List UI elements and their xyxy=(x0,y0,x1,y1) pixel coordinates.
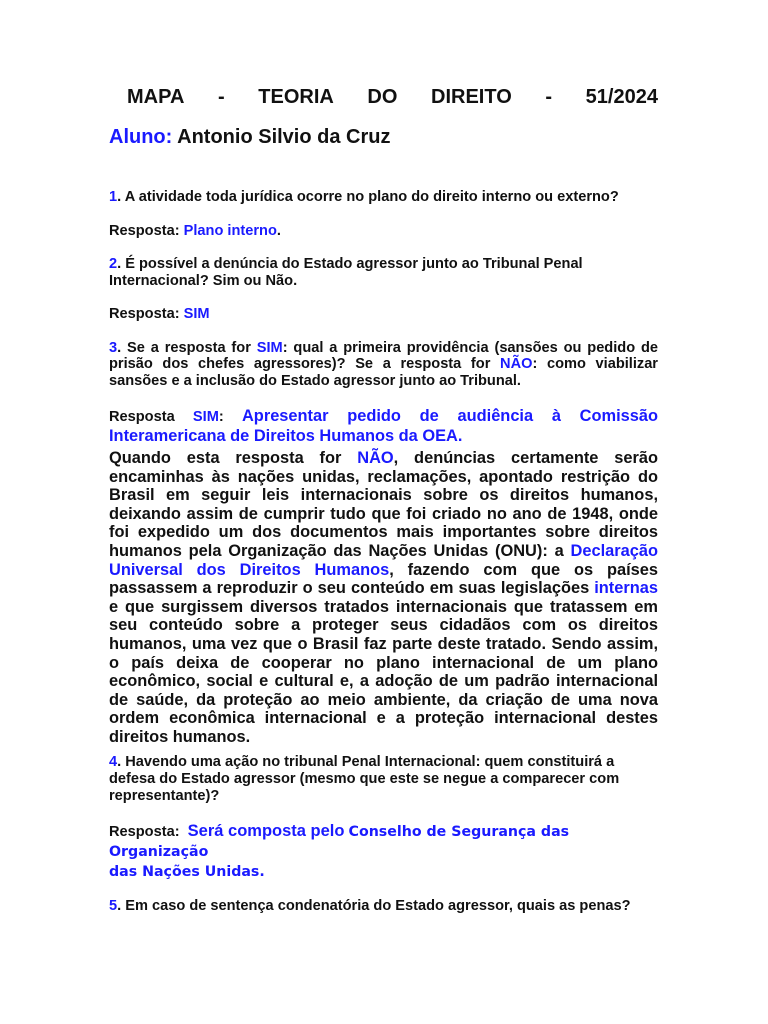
title-word: TEORIA xyxy=(258,86,334,108)
answer-label: Resposta: xyxy=(109,306,180,322)
title-word: - xyxy=(545,86,553,108)
question-number: 1 xyxy=(109,189,118,205)
nao-text: e que surgissem diversos tratados internacionais que tratassem em seu conteúdo sobre a proteger seus cidadãos com os direitos humanos, uma vez que o Brasil faz parte deste tratado. Sendo assim, o país deixa de cooperar no plano internacional de um plano econômico, social e cultural e, a adoção de um padrão internacional de saúde, da proteção ao meio ambiente, da criação de uma nova ordem econômica internacional e a proteção internacional destes direitos humanos. xyxy=(109,597,658,746)
question-text: . Se a resposta for xyxy=(117,339,257,356)
answer-line2: das Nações Unidas. xyxy=(109,863,265,880)
question-text: . Em caso de sentença condenatória do Estado agressor, quais as penas? xyxy=(117,897,631,914)
title-word: - xyxy=(218,86,225,108)
nao-text: , denúncias certamente serão encaminhas às nações unidas, reclamações, apontado restrição do Brasil em seguir leis internacionais sobre os direitos humanos, deixando assim de cumprir tudo que foi criado no ano de 1948, onde foi expedido um dos documentos mais importantes sobre direitos humanos pela Organização das Nações Unidas (ONU): a xyxy=(109,449,658,560)
question-5 xyxy=(109,898,658,915)
question-number: 4 xyxy=(109,753,118,770)
internas-word: internas xyxy=(594,579,658,598)
student-name: Antonio Silvio da Cruz xyxy=(177,126,391,148)
answer-2 xyxy=(109,306,658,323)
question-1 xyxy=(109,189,658,206)
question-number: 2 xyxy=(109,256,118,272)
answer-label: Resposta xyxy=(109,409,175,425)
answer-value: Apresentar pedido de audiência à Comissão Interamericana de Direitos Humanos da OEA. xyxy=(109,407,658,445)
declaracao-link: Declaração Universal dos Direitos Humanos xyxy=(109,541,658,579)
question-2 xyxy=(109,256,658,289)
nao-word: NÃO xyxy=(500,356,533,372)
question-text: . A atividade toda jurídica ocorre no plano do direito interno ou externo? xyxy=(117,189,619,205)
question-number: 5 xyxy=(109,897,118,914)
title-word: DO xyxy=(367,86,398,108)
answer-1 xyxy=(109,223,658,240)
question-number: 3 xyxy=(109,339,118,356)
nao-text: Quando esta resposta for xyxy=(109,449,358,467)
sim-word: SIM xyxy=(256,339,283,356)
answer-value: Plano interno xyxy=(183,222,277,239)
question-3 xyxy=(109,340,658,390)
nao-word: NÃO xyxy=(357,449,394,467)
title-word: MAPA xyxy=(127,86,185,108)
answer-label: Resposta: xyxy=(109,222,180,239)
document-title xyxy=(127,84,658,110)
question-text: : como viabilizar sansões e a inclusão do Estado agressor junto ao Tribunal. xyxy=(109,356,658,389)
answer-sim: SIM xyxy=(192,409,219,425)
nao-text: , fazendo com que os países passassem a reproduzir o seu conteúdo em suas legislações xyxy=(109,560,658,598)
answer-rest: Conselho de Segurança das Organização xyxy=(109,823,570,860)
question-text: : qual a primeira providência (sansões ou pedido de prisão dos chefes agressores)? Se a resposta for xyxy=(109,339,658,372)
student-line xyxy=(109,124,658,150)
student-label: Aluno: xyxy=(109,126,173,148)
answer-3-nao xyxy=(109,449,658,747)
answer-3-sim xyxy=(109,407,658,447)
title-word: 51/2024 xyxy=(585,86,658,108)
title-word: DIREITO xyxy=(431,86,512,108)
answer-main: Será composta pelo xyxy=(187,821,345,840)
answer-end: . xyxy=(276,222,281,239)
answer-value: SIM xyxy=(183,306,210,322)
answer-4 xyxy=(109,821,658,882)
question-text: . Havendo uma ação no tribunal Penal Internacional: quem constituirá a defesa do Estado agressor (mesmo que este se negue a comparecer com representante)? xyxy=(109,753,620,804)
answer-label: Resposta: xyxy=(109,823,180,840)
document-page xyxy=(109,84,658,914)
question-4 xyxy=(109,754,658,805)
question-text: . É possível a denúncia do Estado agressor junto ao Tribunal Penal Internacional? Sim ou Não. xyxy=(109,256,583,289)
answer-colon: : xyxy=(218,409,224,425)
